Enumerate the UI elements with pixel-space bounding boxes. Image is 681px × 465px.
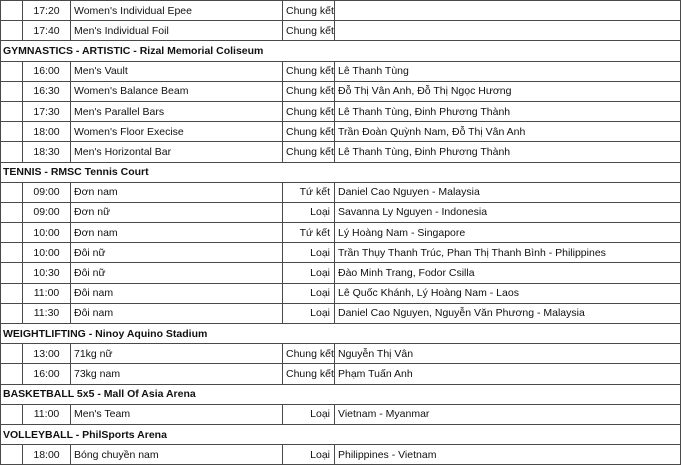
stage-cell: Loại bbox=[283, 283, 335, 303]
table-row bbox=[1, 61, 681, 81]
event-cell: Đôi nữ bbox=[71, 263, 283, 283]
event-cell: Đơn nam bbox=[71, 223, 283, 243]
time-cell: 10:30 bbox=[23, 263, 71, 283]
table-row bbox=[1, 182, 681, 202]
indent-cell bbox=[1, 283, 23, 303]
indent-cell bbox=[1, 122, 23, 142]
table-row bbox=[1, 445, 681, 465]
athletes-cell: Đào Minh Trang, Fodor Csilla bbox=[335, 263, 681, 283]
athletes-cell: Lý Hoàng Nam - Singapore bbox=[335, 223, 681, 243]
time-cell: 13:00 bbox=[23, 344, 71, 364]
table-row bbox=[1, 21, 681, 41]
indent-cell bbox=[1, 61, 23, 81]
event-cell: 73kg nam bbox=[71, 364, 283, 384]
stage-cell: Loại bbox=[283, 445, 335, 465]
time-cell: 11:30 bbox=[23, 303, 71, 323]
time-cell: 17:40 bbox=[23, 21, 71, 41]
athletes-cell: Savanna Ly Nguyen - Indonesia bbox=[335, 202, 681, 222]
time-cell: 16:00 bbox=[23, 61, 71, 81]
event-cell: Đôi nam bbox=[71, 303, 283, 323]
time-cell: 09:00 bbox=[23, 202, 71, 222]
table-row bbox=[1, 243, 681, 263]
athletes-cell bbox=[335, 1, 681, 21]
stage-cell: Chung kết bbox=[283, 1, 335, 21]
stage-cell: Tứ kết bbox=[283, 182, 335, 202]
athletes-cell: Đỗ Thị Vân Anh, Đỗ Thị Ngọc Hương bbox=[335, 81, 681, 101]
stage-cell: Chung kết bbox=[283, 344, 335, 364]
stage-cell: Loại bbox=[283, 202, 335, 222]
section-title: TENNIS - RMSC Tennis Court bbox=[1, 162, 681, 182]
time-cell: 16:30 bbox=[23, 81, 71, 101]
event-cell: Men's Vault bbox=[71, 61, 283, 81]
stage-cell: Loại bbox=[283, 243, 335, 263]
time-cell: 18:00 bbox=[23, 122, 71, 142]
indent-cell bbox=[1, 21, 23, 41]
event-cell: Women's Balance Beam bbox=[71, 81, 283, 101]
table-row bbox=[1, 223, 681, 243]
stage-cell: Chung kết bbox=[283, 364, 335, 384]
table-row bbox=[1, 101, 681, 121]
stage-cell: Loại bbox=[283, 263, 335, 283]
indent-cell bbox=[1, 101, 23, 121]
section-title: VOLLEYBALL - PhilSports Arena bbox=[1, 424, 681, 444]
time-cell: 17:20 bbox=[23, 1, 71, 21]
athletes-cell: Phạm Tuấn Anh bbox=[335, 364, 681, 384]
time-cell: 10:00 bbox=[23, 223, 71, 243]
table-row bbox=[1, 364, 681, 384]
athletes-cell: Daniel Cao Nguyen - Malaysia bbox=[335, 182, 681, 202]
stage-cell: Loại bbox=[283, 404, 335, 424]
stage-cell: Tứ kết bbox=[283, 223, 335, 243]
indent-cell bbox=[1, 1, 23, 21]
table-row bbox=[1, 142, 681, 162]
table-row bbox=[1, 122, 681, 142]
time-cell: 18:30 bbox=[23, 142, 71, 162]
section-header-row bbox=[1, 424, 681, 444]
athletes-cell: Lê Quốc Khánh, Lý Hoàng Nam - Laos bbox=[335, 283, 681, 303]
athletes-cell: Lê Thanh Tùng bbox=[335, 61, 681, 81]
indent-cell bbox=[1, 404, 23, 424]
athletes-cell bbox=[335, 21, 681, 41]
time-cell: 18:00 bbox=[23, 445, 71, 465]
event-cell: Bóng chuyền nam bbox=[71, 445, 283, 465]
table-row bbox=[1, 81, 681, 101]
time-cell: 09:00 bbox=[23, 182, 71, 202]
schedule-body bbox=[1, 1, 681, 465]
athletes-cell: Nguyễn Thị Vân bbox=[335, 344, 681, 364]
table-row bbox=[1, 303, 681, 323]
section-header-row bbox=[1, 162, 681, 182]
athletes-cell: Vietnam - Myanmar bbox=[335, 404, 681, 424]
indent-cell bbox=[1, 81, 23, 101]
indent-cell bbox=[1, 263, 23, 283]
stage-cell: Chung kết bbox=[283, 81, 335, 101]
section-header-row bbox=[1, 41, 681, 61]
athletes-cell: Trần Đoàn Quỳnh Nam, Đỗ Thị Vân Anh bbox=[335, 122, 681, 142]
time-cell: 16:00 bbox=[23, 364, 71, 384]
event-cell: Men's Team bbox=[71, 404, 283, 424]
event-cell: Women's Floor Execise bbox=[71, 122, 283, 142]
event-cell: Đôi nam bbox=[71, 283, 283, 303]
indent-cell bbox=[1, 182, 23, 202]
event-cell: Men's Individual Foil bbox=[71, 21, 283, 41]
indent-cell bbox=[1, 243, 23, 263]
table-row bbox=[1, 263, 681, 283]
table-row bbox=[1, 404, 681, 424]
stage-cell: Chung kết bbox=[283, 122, 335, 142]
athletes-cell: Lê Thanh Tùng, Đinh Phương Thành bbox=[335, 142, 681, 162]
time-cell: 17:30 bbox=[23, 101, 71, 121]
table-row bbox=[1, 344, 681, 364]
event-cell: Men's Parallel Bars bbox=[71, 101, 283, 121]
stage-cell: Chung kết bbox=[283, 61, 335, 81]
athletes-cell: Philippines - Vietnam bbox=[335, 445, 681, 465]
indent-cell bbox=[1, 445, 23, 465]
time-cell: 11:00 bbox=[23, 404, 71, 424]
stage-cell: Chung kết bbox=[283, 101, 335, 121]
event-cell: Đơn nam bbox=[71, 182, 283, 202]
time-cell: 10:00 bbox=[23, 243, 71, 263]
indent-cell bbox=[1, 364, 23, 384]
table-row bbox=[1, 202, 681, 222]
event-cell: 71kg nữ bbox=[71, 344, 283, 364]
stage-cell: Loại bbox=[283, 303, 335, 323]
event-cell: Đôi nữ bbox=[71, 243, 283, 263]
table-row bbox=[1, 283, 681, 303]
athletes-cell: Lê Thanh Tùng, Đinh Phương Thành bbox=[335, 101, 681, 121]
stage-cell: Chung kết bbox=[283, 21, 335, 41]
section-title: WEIGHTLIFTING - Ninoy Aquino Stadium bbox=[1, 324, 681, 344]
indent-cell bbox=[1, 344, 23, 364]
athletes-cell: Daniel Cao Nguyen, Nguyễn Văn Phương - Malaysia bbox=[335, 303, 681, 323]
indent-cell bbox=[1, 223, 23, 243]
event-cell: Đơn nữ bbox=[71, 202, 283, 222]
athletes-cell: Trần Thụy Thanh Trúc, Phan Thị Thanh Bình - Philippines bbox=[335, 243, 681, 263]
indent-cell bbox=[1, 202, 23, 222]
indent-cell bbox=[1, 142, 23, 162]
table-row bbox=[1, 1, 681, 21]
section-header-row bbox=[1, 324, 681, 344]
event-cell: Women's Individual Epee bbox=[71, 1, 283, 21]
section-title: BASKETBALL 5x5 - Mall Of Asia Arena bbox=[1, 384, 681, 404]
time-cell: 11:00 bbox=[23, 283, 71, 303]
stage-cell: Chung kết bbox=[283, 142, 335, 162]
event-cell: Men's Horizontal Bar bbox=[71, 142, 283, 162]
section-header-row bbox=[1, 384, 681, 404]
indent-cell bbox=[1, 303, 23, 323]
section-title: GYMNASTICS - ARTISTIC - Rizal Memorial Coliseum bbox=[1, 41, 681, 61]
